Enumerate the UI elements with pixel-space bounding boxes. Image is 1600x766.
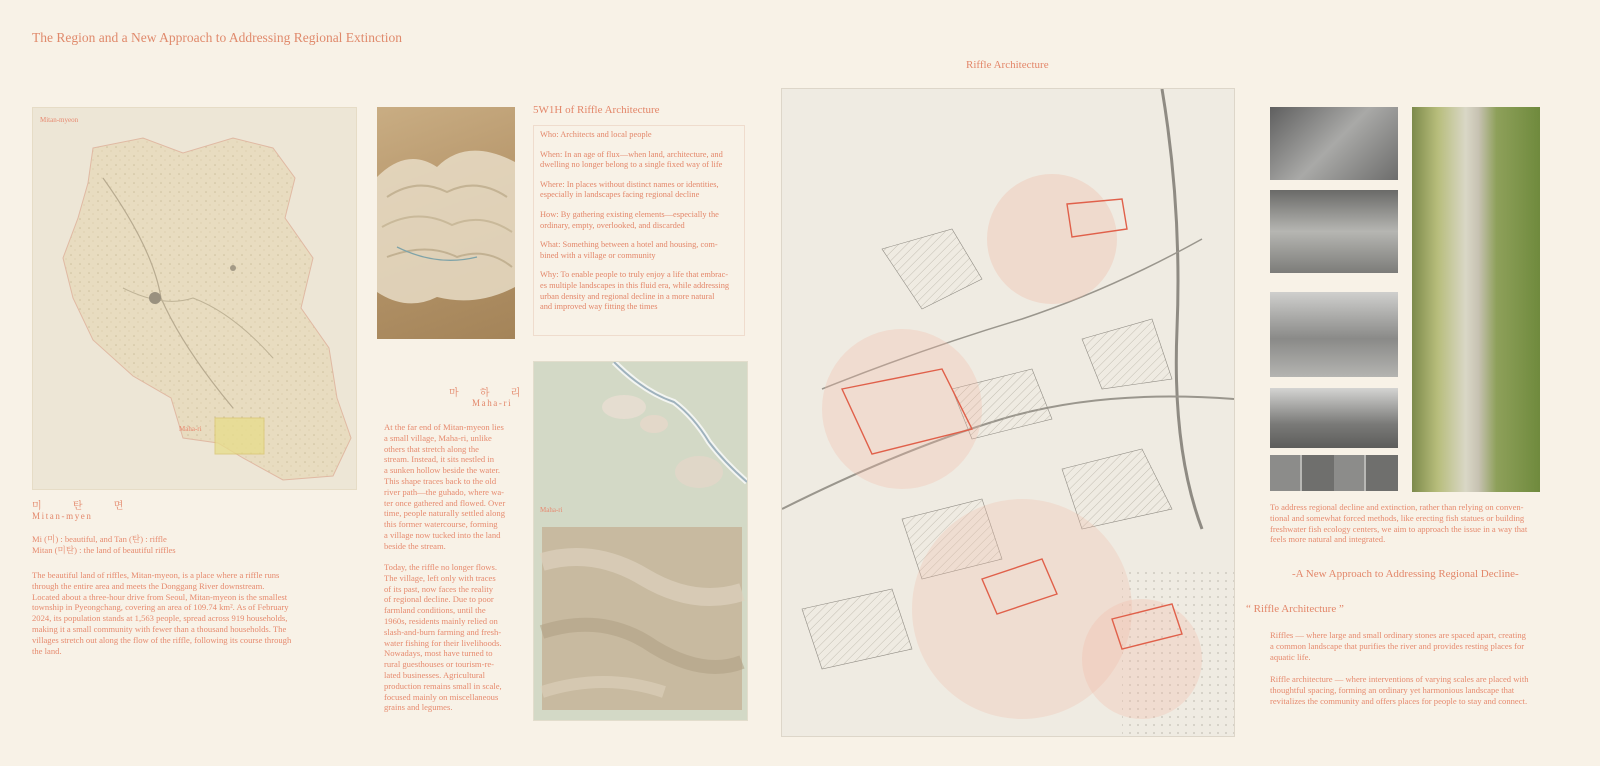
mitan-myeon-map — [32, 107, 357, 490]
maha-line: river path—the guhado, where wa- — [384, 486, 505, 497]
riffle-architecture-definition — [1270, 674, 1550, 706]
maha-line: 1960s, residents mainly relied on — [384, 615, 498, 626]
maha-line: At the far end of Mitan-myeon lies — [384, 422, 504, 432]
w1h-title: 5W1H of Riffle Architecture — [533, 104, 660, 116]
mitan-line: Located about a three-hour drive from Seoul, Mitan-myeon is the smallest — [32, 591, 288, 602]
w1h-line: es multiple landscapes in this fluid era, while addressing — [540, 280, 730, 290]
w1h-line: Why: To enable people to truly enjoy a life that embrac- — [540, 270, 729, 280]
sat-label-maha: Maha-ri — [540, 506, 563, 514]
terrain-model-photo — [377, 107, 515, 339]
w1h-line: When: In an age of flux—when land, architecture, and — [540, 149, 723, 159]
maha-roman-name: Maha-ri — [472, 398, 513, 408]
mitan-line: through the entire area and meets the Donggang River downstream. — [32, 580, 265, 591]
intro-line: tional and somewhat forced methods, like erecting fish statues or building — [1270, 512, 1525, 523]
maha-line: of its past, now faces the reality — [384, 583, 494, 594]
maha-satellite-graphic — [534, 362, 747, 720]
village-building-photo — [1270, 388, 1398, 448]
maha-line: rural guesthouses or tourism-re- — [384, 659, 495, 670]
mitan-roman-name: Mitan-myen — [32, 511, 93, 521]
maha-line: beside the stream. — [384, 540, 446, 551]
riffle-architecture-quote: “ Riffle Architecture ” — [1246, 603, 1344, 615]
page-title: The Region and a New Approach to Addressing Regional Extinction — [32, 30, 403, 45]
maha-line: a small village, Maha-ri, unlike — [384, 432, 492, 443]
intro-line: To address regional decline and extinction, rather than relying on conven- — [1270, 502, 1524, 512]
w1h-line: How: By gathering existing elements—especially the — [540, 209, 719, 219]
terrain-model-graphic — [377, 107, 515, 339]
w1h-what — [540, 240, 738, 261]
maha-paragraph-1 — [384, 422, 524, 552]
riffle-architecture-site-plan — [781, 88, 1235, 737]
w1h-box — [533, 125, 745, 336]
mitan-line: villages stretch out along the flow of the riffle, following its course through — [32, 634, 292, 645]
w1h-who — [540, 130, 738, 141]
w1h-line: bined with a village or community — [540, 250, 656, 260]
w1h-why — [540, 270, 738, 312]
fish-statue-photo — [1270, 190, 1398, 273]
map-label-maha: Maha-ri — [179, 425, 202, 433]
maha-line: time, people naturally settled along — [384, 508, 505, 519]
w1h-where — [540, 180, 738, 201]
approach-title: -A New Approach to Addressing Regional Decline- — [1292, 568, 1519, 580]
riffle-arch-line: revitalizes the community and offers places for people to stay and connect. — [1270, 695, 1528, 706]
riffle-architecture-title: Riffle Architecture — [966, 59, 1049, 71]
riffles-line: Riffles — where large and small ordinary stones are spaced apart, creating — [1270, 630, 1526, 640]
mitan-definition-1: Mi (미) : beautiful, and Tan (탄) : riffle — [32, 534, 167, 544]
w1h-line: Who: Architects and local people — [540, 130, 652, 139]
maha-line: lated businesses. Agricultural — [384, 669, 485, 680]
w1h-line: Where: In places without distinct names or identities, — [540, 179, 719, 189]
maha-line: others that stretch along the — [384, 443, 479, 454]
mitan-line: The beautiful land of riffles, Mitan-myeon, is a place where a riffle runs — [32, 570, 280, 580]
mitan-korean-name: 미 탄 면 — [32, 501, 126, 512]
maha-paragraph-2 — [384, 562, 524, 713]
mitan-line: 2024, its population stands at 1,563 people, spread across 919 households, — [32, 613, 288, 624]
maha-line: farmland conditions, until the — [384, 605, 486, 616]
mitan-description — [32, 570, 332, 656]
maha-line: this former watercourse, forming — [384, 519, 498, 530]
maha-line: a sunken hollow beside the water. — [384, 465, 500, 476]
w1h-line: urban density and regional decline in a more natural — [540, 291, 715, 301]
maha-satellite-image — [533, 361, 748, 721]
riffles-line: a common landscape that purifies the river and provides resting places for — [1270, 640, 1525, 651]
maha-line: focused mainly on miscellaneous — [384, 691, 499, 702]
map-label-mitan: Mitan-myeon — [40, 116, 79, 124]
stream-photo — [1412, 107, 1540, 492]
mitan-line: the land. — [32, 645, 62, 656]
maha-line: production remains small in scale, — [384, 680, 502, 691]
right-intro — [1270, 502, 1545, 545]
mitan-definition-2: Mitan (미탄) : the land of beautiful riffles — [32, 545, 176, 555]
w1h-line: dwelling no longer belong to a single fixed way of life — [540, 160, 723, 170]
w1h-line: ordinary, empty, overlooked, and discarded — [540, 220, 685, 230]
intro-line: freshwater fish ecology centers, we aim to approach the issue in a way that — [1270, 523, 1528, 534]
maha-line: Nowadays, most have turned to — [384, 648, 493, 659]
maha-korean-name: 마 하 리 — [449, 388, 530, 399]
w1h-when — [540, 150, 738, 171]
maha-line: Today, the riffle no longer flows. — [384, 562, 497, 572]
intro-line: feels more natural and integrated. — [1270, 534, 1386, 545]
w1h-how — [540, 210, 738, 231]
maha-line: water fishing for their livelihoods. — [384, 637, 502, 648]
riffle-arch-line: thoughtful spacing, forming an ordinary yet harmonious landscape that — [1270, 684, 1515, 695]
maha-line: of regional decline. Due to poor — [384, 594, 494, 605]
mitan-line: township in Pyeongchang, covering an area of 109.74 km². As of February — [32, 602, 289, 613]
fish-photo — [1270, 107, 1398, 180]
maha-line: The village, left only with traces — [384, 572, 496, 583]
w1h-line: and improved way fitting the times — [540, 302, 658, 312]
maha-line: grains and legumes. — [384, 702, 453, 713]
mitan-line: making it a small community with fewer than a thousand households. The — [32, 623, 287, 634]
site-plan-graphic — [782, 89, 1234, 736]
ecology-center-photo — [1270, 292, 1398, 377]
maha-line: slash-and-burn farming and fresh- — [384, 626, 502, 637]
maha-line: stream. Instead, it sits nestled in — [384, 454, 495, 465]
w1h-line: What: Something between a hotel and housing, com- — [540, 240, 718, 250]
riffles-definition — [1270, 630, 1550, 662]
riffles-line: aquatic life. — [1270, 651, 1311, 662]
riffle-arch-line: Riffle architecture — where interventions of varying scales are placed with — [1270, 674, 1529, 684]
maha-line: This shape traces back to the old — [384, 475, 497, 486]
w1h-line: especially in landscapes facing regional decline — [540, 190, 700, 200]
photo-strip — [1270, 455, 1398, 491]
maha-line: ter once gathered and flowed. Over — [384, 497, 506, 508]
maha-line: a village now tucked into the land — [384, 529, 501, 540]
